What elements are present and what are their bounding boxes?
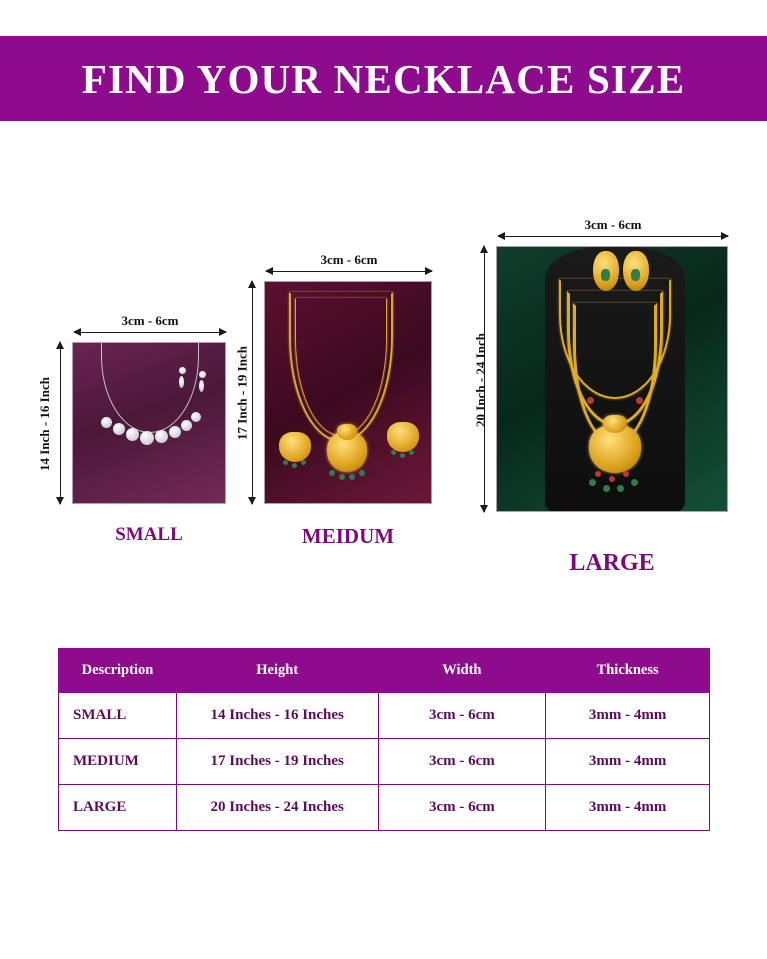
size-chart-table [58, 648, 710, 831]
large-width-label: 3cm - 6cm [584, 217, 642, 232]
cell-description-small: SMALL [59, 693, 177, 739]
table-row [59, 739, 710, 785]
cell-height-medium: 17 Inches - 19 Inches [176, 739, 378, 785]
table-row [59, 785, 710, 831]
cell-width-small: 3cm - 6cm [378, 693, 546, 739]
cell-thickness-medium: 3mm - 4mm [546, 739, 710, 785]
medium-width-arrow [266, 271, 432, 272]
table-header-thickness: Thickness [546, 649, 710, 693]
table-header-row [59, 649, 710, 693]
size-showcase [0, 150, 767, 590]
table-header-height: Height [176, 649, 378, 693]
cell-description-medium: MEDIUM [59, 739, 177, 785]
small-caption: SMALL [115, 524, 183, 545]
cell-width-large: 3cm - 6cm [378, 785, 546, 831]
small-height-arrow [60, 342, 61, 504]
cell-height-large: 20 Inches - 24 Inches [176, 785, 378, 831]
large-width-arrow [498, 236, 728, 237]
page-title: FIND YOUR NECKLACE SIZE [81, 55, 686, 102]
medium-height-arrow [252, 281, 253, 504]
small-width-arrow [74, 332, 226, 333]
table-header-description: Description [59, 649, 177, 693]
cell-description-large: LARGE [59, 785, 177, 831]
table-row [59, 693, 710, 739]
medium-caption: MEIDUM [301, 524, 395, 548]
table-header-width: Width [378, 649, 546, 693]
large-caption: LARGE [569, 550, 655, 576]
cell-height-small: 14 Inches - 16 Inches [176, 693, 378, 739]
medium-product-photo [264, 281, 432, 504]
cell-width-medium: 3cm - 6cm [378, 739, 546, 785]
large-product-photo [496, 246, 728, 512]
large-height-label: 20 Inch - 24 Inch [473, 333, 488, 427]
small-product-photo [72, 342, 226, 504]
small-height-label: 14 Inch - 16 Inch [37, 377, 52, 471]
cell-thickness-large: 3mm - 4mm [546, 785, 710, 831]
medium-width-label: 3cm - 6cm [320, 252, 378, 267]
medium-height-label: 17 Inch - 19 Inch [234, 346, 250, 440]
small-width-label: 3cm - 6cm [121, 313, 179, 328]
cell-thickness-small: 3mm - 4mm [546, 693, 710, 739]
page-header-banner [0, 36, 767, 121]
